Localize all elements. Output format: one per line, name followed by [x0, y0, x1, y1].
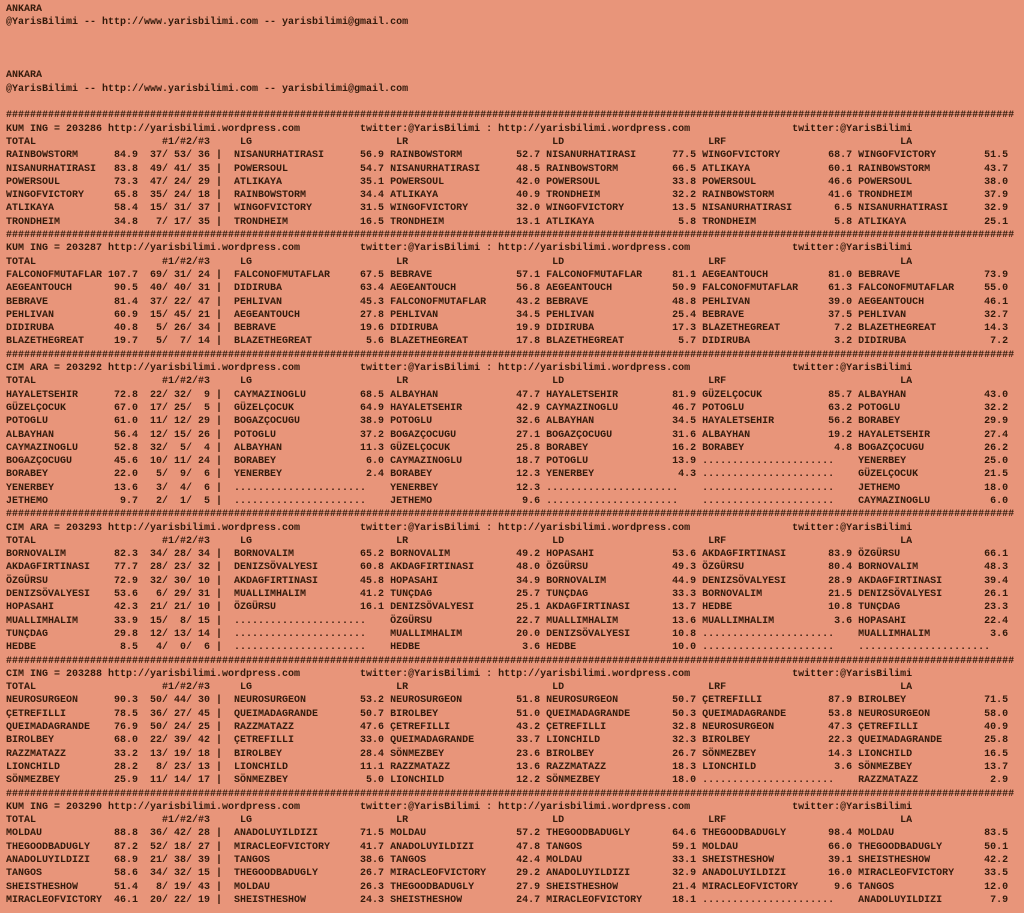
ranking-row: TUNÇDAG 29.8 12/ 13/ 14 | ...................... MUALLIMHALIM 20.0 DENIZSÖVALYESI 10.8 ...................... MUALLIMHALIM 3.6: [6, 628, 1009, 640]
ranking-row: SHEISTHESHOW 51.4 8/ 19/ 43 | MOLDAU 26.3 THEGOODBADUGLY 27.9 SHEISTHESHOW 21.4 MIRACLEOFVICTORY 9.6 TANGOS 12.0: [6, 881, 1009, 893]
ranking-row: RAINBOWSTORM 84.9 37/ 53/ 36 | NISANURHATIRASI 56.9 RAINBOWSTORM 52.7 NISANURHATIRASI 77.5 WINGOFVICTORY 68.7 WINGOFVICTORY 51.5: [6, 150, 1009, 162]
ranking-row: HAYALETSEHIR 72.8 22/ 32/ 9 | CAYMAZINOGLU 68.5 ALBAYHAN 47.7 HAYALETSEHIR 81.9 GÜZELÇOCUK 85.7 ALBAYHAN 43.0: [6, 389, 1009, 401]
column-header: TOTAL #1/#2/#3 LG LR LD LRF LA: [6, 136, 913, 148]
ranking-row: MIRACLEOFVICTORY 46.1 20/ 22/ 19 | SHEISTHESHOW 24.3 SHEISTHESHOW 24.7 MIRACLEOFVICTORY 18.1 ...................... ANADOLUYILDIZI 7.9: [6, 894, 1009, 906]
ranking-row: MUALLIMHALIM 33.9 15/ 8/ 15 | ...................... ÖZGÜRSU 22.7 MUALLIMHALIM 13.6 MUALLIMHALIM 3.6 HOPASAHI 22.4: [6, 615, 1009, 627]
city-line: ANKARA: [6, 4, 43, 15]
ranking-row: FALCONOFMUTAFLAR 107.7 69/ 31/ 24 | FALCONOFMUTAFLAR 67.5 BEBRAVE 57.1 FALCONOFMUTAFLAR 81.1 AEGEANTOUCH 81.0 BEBRAVE 73.9: [6, 269, 1009, 281]
ranking-row: NEUROSURGEON 90.3 50/ 44/ 30 | NEUROSURGEON 53.2 NEUROSURGEON 51.8 NEUROSURGEON 50.7 ÇETREFILLI 87.9 BIROLBEY 71.5: [6, 695, 1009, 707]
blank-line: [6, 56, 1024, 69]
ranking-row: BOGAZÇOCUGU 45.6 10/ 11/ 24 | BORABEY 6.0 CAYMAZINOGLU 18.7 POTOGLU 13.9 ...................... YENERBEY 25.0: [6, 456, 1009, 468]
column-header: TOTAL #1/#2/#3 LG LR LD LRF LA: [6, 256, 913, 268]
column-header: TOTAL #1/#2/#3 LG LR LD LRF LA: [6, 376, 913, 388]
ranking-row: TRONDHEIM 34.8 7/ 17/ 35 | TRONDHEIM 16.5 TRONDHEIM 13.1 ATLIKAYA 5.8 TRONDHEIM 5.8 ATLIKAYA 25.1: [6, 216, 1009, 228]
section-header: KUM ING = 203287 http://yarisbilimi.wordpress.com twitter:@YarisBilimi : http://yarisbilimi.wordpress.com twitter:@YarisBilimi: [6, 243, 913, 255]
ranking-row: HEDBE 8.5 4/ 0/ 6 | ...................... HEDBE 3.6 HEDBE 10.0 ...................... ......................: [6, 642, 1009, 654]
ranking-row: ÇETREFILLI 78.5 36/ 27/ 45 | QUEIMADAGRANDE 50.7 BIROLBEY 51.0 QUEIMADAGRANDE 50.3 QUEIMADAGRANDE 53.8 NEUROSURGEON 58.0: [6, 708, 1009, 720]
ranking-row: THEGOODBADUGLY 87.2 52/ 18/ 27 | MIRACLEOFVICTORY 41.7 ANADOLUYILDIZI 47.8 TANGOS 59.1 MOLDAU 66.0 THEGOODBADUGLY 50.1: [6, 841, 1009, 853]
ranking-row: QUEIMADAGRANDE 76.9 50/ 24/ 25 | RAZZMATAZZ 47.6 ÇETREFILLI 43.2 ÇETREFILLI 32.8 NEUROSURGEON 47.3 ÇETREFILLI 40.9: [6, 722, 1009, 734]
ranking-row: TANGOS 58.6 34/ 32/ 15 | THEGOODBADUGLY 26.7 MIRACLEOFVICTORY 29.2 ANADOLUYILDIZI 32.9 ANADOLUYILDIZI 16.0 MIRACLEOFVICTORY 33.5: [6, 868, 1009, 880]
ranking-row: BORNOVALIM 82.3 34/ 28/ 34 | BORNOVALIM 65.2 BORNOVALIM 49.2 HOPASAHI 53.6 AKDAGFIRTINASI 83.9 ÖZGÜRSU 66.1: [6, 549, 1009, 561]
separator-line: ########################################################################################################################################################################: [6, 349, 1015, 361]
blank-line: [6, 43, 1024, 56]
ranking-row: SÖNMEZBEY 25.9 11/ 14/ 17 | SÖNMEZBEY 5.0 LIONCHILD 12.2 SÖNMEZBEY 18.0 ...................... RAZZMATAZZ 2.9: [6, 775, 1009, 787]
city-line: ANKARA: [6, 70, 43, 82]
section-header: CIM ARA = 203293 http://yarisbilimi.wordpress.com twitter:@YarisBilimi : http://yarisbilimi.wordpress.com twitter:@YarisBilimi: [6, 522, 913, 534]
ranking-row: LIONCHILD 28.2 8/ 23/ 13 | LIONCHILD 11.1 RAZZMATAZZ 13.6 RAZZMATAZZ 18.3 LIONCHILD 3.6 SÖNMEZBEY 13.7: [6, 761, 1009, 773]
separator-line: ########################################################################################################################################################################: [6, 110, 1015, 122]
ranking-row: BORABEY 22.0 5/ 9/ 6 | YENERBEY 2.4 BORABEY 12.3 YENERBEY 4.3 ...................... GÜZELÇOCUK 21.5: [6, 469, 1009, 481]
blank-line: [6, 30, 1024, 43]
ranking-row: POTOGLU 61.0 11/ 12/ 29 | BOGAZÇOCUGU 38.9 POTOGLU 32.6 ALBAYHAN 34.5 HAYALETSEHIR 56.2 BORABEY 29.9: [6, 416, 1009, 428]
separator-line: ########################################################################################################################################################################: [6, 509, 1015, 521]
ranking-row: AKDAGFIRTINASI 77.7 28/ 23/ 32 | DENIZSÖVALYESI 60.8 AKDAGFIRTINASI 48.0 ÖZGÜRSU 49.3 ÖZGÜRSU 80.4 BORNOVALIM 48.3: [6, 562, 1009, 574]
column-header: TOTAL #1/#2/#3 LG LR LD LRF LA: [6, 682, 913, 694]
column-header: TOTAL #1/#2/#3 LG LR LD LRF LA: [6, 535, 913, 547]
section-header: CIM ING = 203288 http://yarisbilimi.wordpress.com twitter:@YarisBilimi : http://yarisbilimi.wordpress.com twitter:@YarisBilimi: [6, 668, 913, 680]
ranking-row: ATLIKAYA 58.4 15/ 31/ 37 | WINGOFVICTORY 31.5 WINGOFVICTORY 32.0 WINGOFVICTORY 13.5 NISANURHATIRASI 6.5 NISANURHATIRASI 32.9: [6, 203, 1009, 215]
section-header: KUM ING = 203286 http://yarisbilimi.wordpress.com twitter:@YarisBilimi : http://yarisbilimi.wordpress.com twitter:@YarisBilimi: [6, 123, 913, 135]
ranking-row: POWERSOUL 73.3 47/ 24/ 29 | ATLIKAYA 35.1 POWERSOUL 42.0 POWERSOUL 33.8 POWERSOUL 46.6 POWERSOUL 38.0: [6, 176, 1009, 188]
ranking-row: CAYMAZINOGLU 52.8 32/ 5/ 4 | ALBAYHAN 11.3 GÜZELÇOCUK 25.8 BORABEY 16.2 BORABEY 4.8 BOGAZÇOCUGU 26.2: [6, 442, 1009, 454]
ranking-row: DENIZSÖVALYESI 53.6 6/ 29/ 31 | MUALLIMHALIM 41.2 TUNÇDAG 25.7 TUNÇDAG 33.3 BORNOVALIM 21.5 DENIZSÖVALYESI 26.1: [6, 589, 1009, 601]
byline: @YarisBilimi -- http://www.yarisbilimi.com -- yarisbilimi@gmail.com: [6, 17, 409, 29]
ranking-row: WINGOFVICTORY 65.8 35/ 24/ 18 | RAINBOWSTORM 34.4 ATLIKAYA 40.9 TRONDHEIM 32.2 RAINBOWSTORM 41.6 TRONDHEIM 37.9: [6, 190, 1009, 202]
separator-line: ########################################################################################################################################################################: [6, 230, 1015, 242]
column-header: TOTAL #1/#2/#3 LG LR LD LRF LA: [6, 815, 913, 827]
ranking-row: BIROLBEY 68.0 22/ 39/ 42 | ÇETREFILLI 33.0 QUEIMADAGRANDE 33.7 LIONCHILD 32.3 BIROLBEY 22.3 QUEIMADAGRANDE 25.8: [6, 735, 1009, 747]
ranking-row: PEHLIVAN 60.9 15/ 45/ 21 | AEGEANTOUCH 27.8 PEHLIVAN 34.5 PEHLIVAN 25.4 BEBRAVE 37.5 PEHLIVAN 32.7: [6, 309, 1009, 321]
section-header: KUM ING = 203290 http://yarisbilimi.wordpress.com twitter:@YarisBilimi : http://yarisbilimi.wordpress.com twitter:@YarisBilimi: [6, 801, 913, 813]
ranking-row: GÜZELÇOCUK 67.0 17/ 25/ 5 | GÜZELÇOCUK 64.9 HAYALETSEHIR 42.9 CAYMAZINOGLU 46.7 POTOGLU 63.2 POTOGLU 32.2: [6, 402, 1009, 414]
section-header: CIM ARA = 203292 http://yarisbilimi.wordpress.com twitter:@YarisBilimi : http://yarisbilimi.wordpress.com twitter:@YarisBilimi: [6, 363, 913, 375]
separator-line: ########################################################################################################################################################################: [6, 655, 1015, 667]
ranking-row: DIDIRUBA 40.8 5/ 26/ 34 | BEBRAVE 19.6 DIDIRUBA 19.9 DIDIRUBA 17.3 BLAZETHEGREAT 7.2 BLAZETHEGREAT 14.3: [6, 323, 1009, 335]
ranking-row: AEGEANTOUCH 90.5 40/ 40/ 31 | DIDIRUBA 63.4 AEGEANTOUCH 56.8 AEGEANTOUCH 50.9 FALCONOFMUTAFLAR 61.3 FALCONOFMUTAFLAR 55.0: [6, 283, 1009, 295]
separator-line: ########################################################################################################################################################################: [6, 788, 1015, 800]
ranking-row: ANADOLUYILDIZI 68.9 21/ 38/ 39 | TANGOS 38.6 TANGOS 42.4 MOLDAU 33.1 SHEISTHESHOW 39.1 SHEISTHESHOW 42.2: [6, 855, 1009, 866]
ranking-row: MOLDAU 88.8 36/ 42/ 28 | ANADOLUYILDIZI 71.5 MOLDAU 57.2 THEGOODBADUGLY 64.6 THEGOODBADUGLY 98.4 MOLDAU 83.5: [6, 828, 1009, 840]
byline: @YarisBilimi -- http://www.yarisbilimi.com -- yarisbilimi@gmail.com: [6, 83, 409, 95]
ranking-row: HOPASAHI 42.3 21/ 21/ 10 | ÖZGÜRSU 16.1 DENIZSÖVALYESI 25.1 AKDAGFIRTINASI 13.7 HEDBE 10.8 TUNÇDAG 23.3: [6, 602, 1009, 614]
ranking-row: RAZZMATAZZ 33.2 13/ 19/ 18 | BIROLBEY 28.4 SÖNMEZBEY 23.6 BIROLBEY 26.7 SÖNMEZBEY 14.3 LIONCHILD 16.5: [6, 748, 1009, 760]
ranking-row: ÖZGÜRSU 72.9 32/ 30/ 10 | AKDAGFIRTINASI 45.8 HOPASAHI 34.9 BORNOVALIM 44.9 DENIZSÖVALYESI 28.9 AKDAGFIRTINASI 39.4: [6, 575, 1009, 587]
ranking-row: NISANURHATIRASI 83.8 49/ 41/ 35 | POWERSOUL 54.7 NISANURHATIRASI 48.5 RAINBOWSTORM 66.5 ATLIKAYA 60.1 RAINBOWSTORM 43.7: [6, 163, 1009, 175]
blank-line: [6, 96, 1024, 109]
ranking-row: JETHEMO 9.7 2/ 1/ 5 | ...................... JETHEMO 9.6 ...................... ...................... CAYMAZINOGLU 6.0: [6, 495, 1009, 507]
ranking-row: BEBRAVE 81.4 37/ 22/ 47 | PEHLIVAN 45.3 FALCONOFMUTAFLAR 43.2 BEBRAVE 48.8 PEHLIVAN 39.0 AEGEANTOUCH 46.1: [6, 296, 1009, 308]
console-output: [6, 3, 1024, 907]
ranking-row: BLAZETHEGREAT 19.7 5/ 7/ 14 | BLAZETHEGREAT 5.6 BLAZETHEGREAT 17.8 BLAZETHEGREAT 5.7 DIDIRUBA 3.2 DIDIRUBA 7.2: [6, 336, 1009, 348]
ranking-row: YENERBEY 13.6 3/ 4/ 6 | ...................... YENERBEY 12.3 ...................... ...................... JETHEMO 18.0: [6, 482, 1009, 494]
ranking-row: ALBAYHAN 56.4 12/ 15/ 26 | POTOGLU 37.2 BOGAZÇOCUGU 27.1 BOGAZÇOCUGU 31.6 ALBAYHAN 19.2 HAYALETSEHIR 27.4: [6, 429, 1009, 441]
